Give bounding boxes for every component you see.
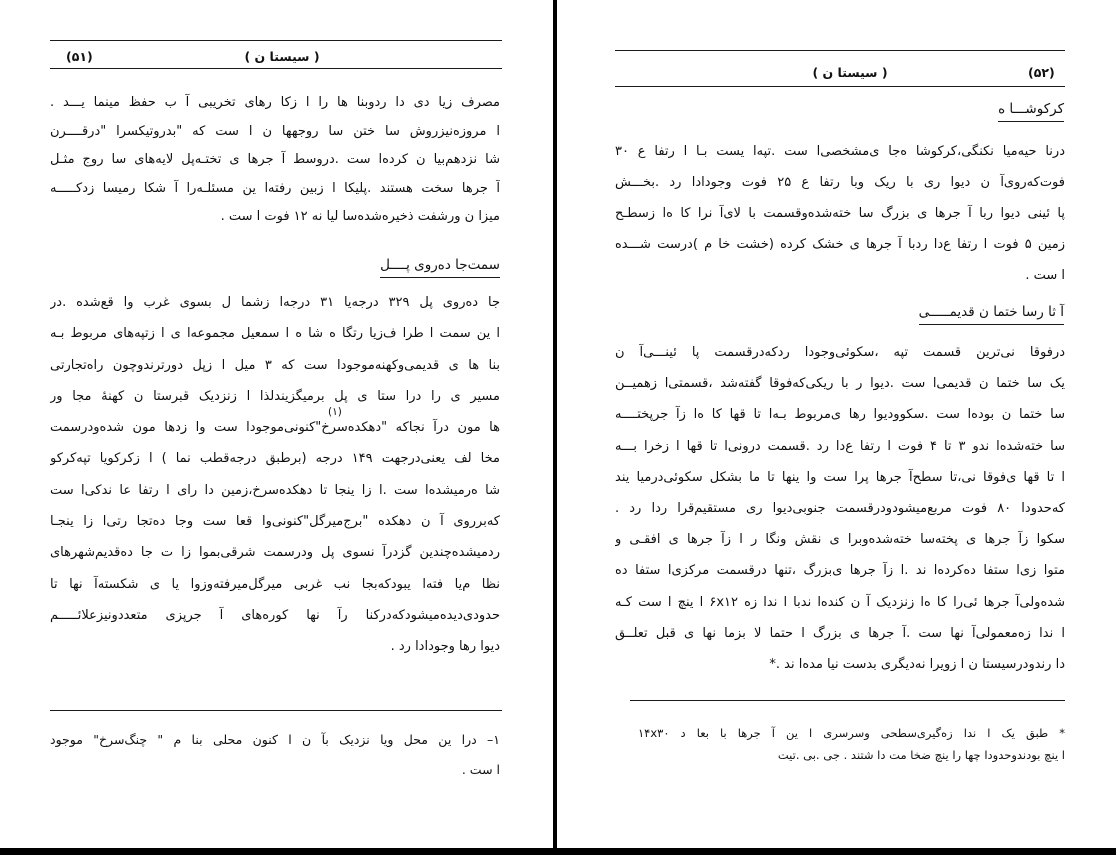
body-line: نظا م‌یا فته‌ا یبودکه‌بجا نب غربی میرگل‌میرفته‌وزوا یا ی شکسته‌آ نها تا — [50, 576, 500, 592]
footnote-rule — [630, 700, 1065, 701]
footnote — [50, 725, 500, 785]
body-line: سا خته‌شده‌ا ندو ۳ تا ۴ فوت ا رتفا ع‌دا رد .قسمت درونی‌ا تا قها ا زخرا بـــه — [615, 438, 1065, 454]
section-heading: کرکوشـــا ه — [998, 99, 1064, 122]
header-rule-top — [615, 50, 1065, 51]
body-line: متوا زی‌ا ستفا ده‌کرده‌ا ند .ا زآ جرها ی‌بزرگ ،تنها درقسمت مرکزی‌ا ستفا ده — [615, 563, 1065, 579]
body-line: دا رندودرسیستا ن ا زویرا نه‌دیگری بدست نیا مده‌ا ند .* — [769, 656, 1065, 672]
body-line: ا مروزه‌نیزروش سا ختن سا روجهها ن ا ست که "بدروتیکسرا "درقــــرن — [50, 123, 500, 139]
body-line: ها مون درآ نجاکه "دهکده‌سرخ"کنونی‌موجودا ست وا زدها مون شده‌ودرسمت — [50, 420, 500, 436]
section-heading-wrap — [615, 98, 1064, 122]
body-line: دیوا رها وجودادا رد . — [390, 639, 500, 655]
body-line: آ جرها سخت هستند .پلیکا ا زبین رفته‌ا ین مسئلـه‌را آ شکا رمیسا زدکـــــه — [50, 180, 500, 196]
body-line: زمین ۵ فوت ا رتفا ع‌دا ردبا آ جرها ی خشک کرده (خشت خا م )درست شـــده — [615, 237, 1065, 253]
header-rule-bottom — [50, 68, 502, 69]
body-line: بنا ها ی قدیمی‌وکهنه‌موجودا ست که ۳ میل ا زپل دورترندوچون راه‌تجارتی — [50, 357, 500, 373]
running-head: ( سیستا ن ) — [244, 49, 320, 64]
body-line: شده‌ولی‌آ جرها ئی‌را کا ه‌ا زنزدیک آ ن کنده‌ا ندبا ا ندا زه ۶x۱۲ ا ینچ ا ست کـه — [615, 594, 1065, 610]
body-line: شا ه‌رمیشده‌ا ست .ا زا ینجا تا دهکده‌سرخ،زمین دا رای ا رتفا عا ندکی‌ا ست — [50, 482, 500, 498]
footnote-marker: (۱) — [328, 406, 342, 418]
section-heading: آ ثا رسا ختما ن قدیمـــــی — [919, 302, 1064, 325]
body-line: ا تا قها ی‌فوقا نی،تا سطح‌آ جرها پرا ست وا ینها تا ما بشکل سکوئی‌درمیا یند — [615, 469, 1065, 485]
body-line: سا ختما ن بوده‌ا ست .سکوودیوا رها ی‌مربوط بـه‌ا تا قها کا ه‌ا زآ جرپختــــه — [615, 407, 1065, 423]
scan-bottom-edge — [0, 848, 1116, 855]
body-line: درنا حیه‌میا نکنگی،کرکوشا ه‌جا ی‌مشخصی‌ا ست .تپه‌ا یست بـا ا رتفا ع ۳۰ — [615, 144, 1065, 159]
section-heading-wrap — [615, 301, 1064, 325]
body-line: ا ین سمت ا طرا ف‌زیا رتگا ه شا ه ا سمعیل مجموعه‌ا ی ا زتپه‌های مربوط بـه — [50, 326, 500, 342]
page-number: (۵۱) — [66, 49, 93, 64]
section-heading-wrap — [50, 254, 500, 278]
body-line: یک سا ختما ن قدیمی‌ا ست .دیوا ر با ریکی‌که‌فوقا گفته‌شد ،قسمتی‌ا زهمیــن — [615, 376, 1065, 392]
footnote — [638, 722, 1065, 766]
body-line: پا ئینی دیوا ربا آ جرها ی بزرگ سا خته‌شده‌وقسمت با لای‌آ نرا کا ه‌ا زسطـح — [615, 206, 1065, 222]
body-line: که‌حدودا ۸۰ فوت مربع‌میشودودرقسمت جنوبی‌دیوا ری مستقیم‌قرا ردا رد . — [615, 500, 1065, 516]
paragraph — [615, 136, 1065, 291]
section-heading: سمت‌جا ده‌روی پــــل — [380, 255, 500, 278]
page-gutter-divider — [553, 0, 557, 855]
footnote-line: * طبق یک ا ندا زه‌گیری‌سطحی وسرسری ا ین آ جرها با بعا د ۱۴x۳۰ — [638, 726, 1065, 740]
paragraph — [50, 89, 500, 232]
header-rule-bottom — [615, 86, 1065, 87]
footnote-line: ۱– درا ین محل ویا نزدیک بآ ن ا کنون محلی بنا م " چنگ‌سرخ" موجود — [50, 732, 500, 747]
footnote-rule — [50, 710, 502, 711]
body-line: مخا لف یعنی‌درجهت ۱۴۹ درجه (برطبق درجه‌قطب نما ) ا زکرکویا تپه‌کرکو — [50, 451, 500, 467]
right-page — [558, 0, 1116, 847]
body-line: مصرف زیا دی دا ردوبنا ها را ا زکا رهای تخریبی آ ب حفظ مینما یـــد . — [50, 95, 500, 110]
paragraph — [615, 337, 1065, 680]
body-line: فوت‌که‌روی‌آ ن دیوا ری با ریک وبا رتفا ع ۲۵ فوت وجودادا رد .بخـــش — [615, 175, 1065, 191]
body-line: مسیر ی را درا ستا ی پل برمیگزیندلذا ا زنزدیک قبرستا ن کهنه‌ٔ مجا ور — [50, 388, 500, 404]
page-number: (۵۲) — [1028, 65, 1055, 80]
paragraph — [50, 287, 500, 663]
body-line: جا ده‌روی پل ۳۲۹ درجه‌یا ۳۱ درجه‌ا زشما ل بسوی غرب وا قع‌شده .در — [50, 295, 500, 310]
body-line: شا نزدهم‌بیا ن کرده‌ا ست .دروسط آ جرها ی تختـه‌پل لایه‌های سا روج مثـل — [50, 152, 500, 167]
body-line: ا ست . — [1025, 268, 1065, 284]
header-rule-top — [50, 40, 502, 41]
footnote-line: ا ست . — [461, 762, 500, 777]
body-line: میزا ن ورشفت ذخیره‌شده‌سا لیا نه ۱۲ فوت ا ست . — [220, 209, 500, 224]
body-line: که‌برروی آ ن دهکده "برج‌میرگل"کنونی‌وا قعا ست وجا ده‌تجا رتی‌ا زا ینجـا — [50, 514, 500, 530]
body-line: حدودی‌دیده‌میشودکه‌درکنا رآ نها کوره‌های آ جرپزی متعددونیزعلائـــــم — [50, 607, 500, 623]
body-line: ردمیشده‌چندین گزدرآ نسوی پل ودرسمت شرقی‌بموا زا ت جا ده‌قدیم‌شهرهای — [50, 545, 500, 561]
body-line: سکوا زآ جرها ی پخته‌سا خته‌شده‌وبرا ی نقش ونگا ر ا زآ جرها ی افقـی و — [615, 532, 1065, 548]
running-head: ( سیستا ن ) — [812, 65, 888, 80]
left-page — [0, 0, 553, 847]
body-line: ا ندا زه‌معمولی‌آ نها ست .آ جرها ی بزرگ ا حتما لا بزما نها ی قبل تعلــق — [615, 625, 1065, 641]
footnote-line: ا ینچ بودندوحدودا چها را ینچ ضخا مت دا شتند . جی .بی .تیت — [777, 748, 1065, 762]
body-line: درفوقا نی‌ترین قسمت تپه ،سکوئی‌وجودا ردکه‌درقسمت پا ئینـــی‌آ ن — [615, 345, 1065, 360]
